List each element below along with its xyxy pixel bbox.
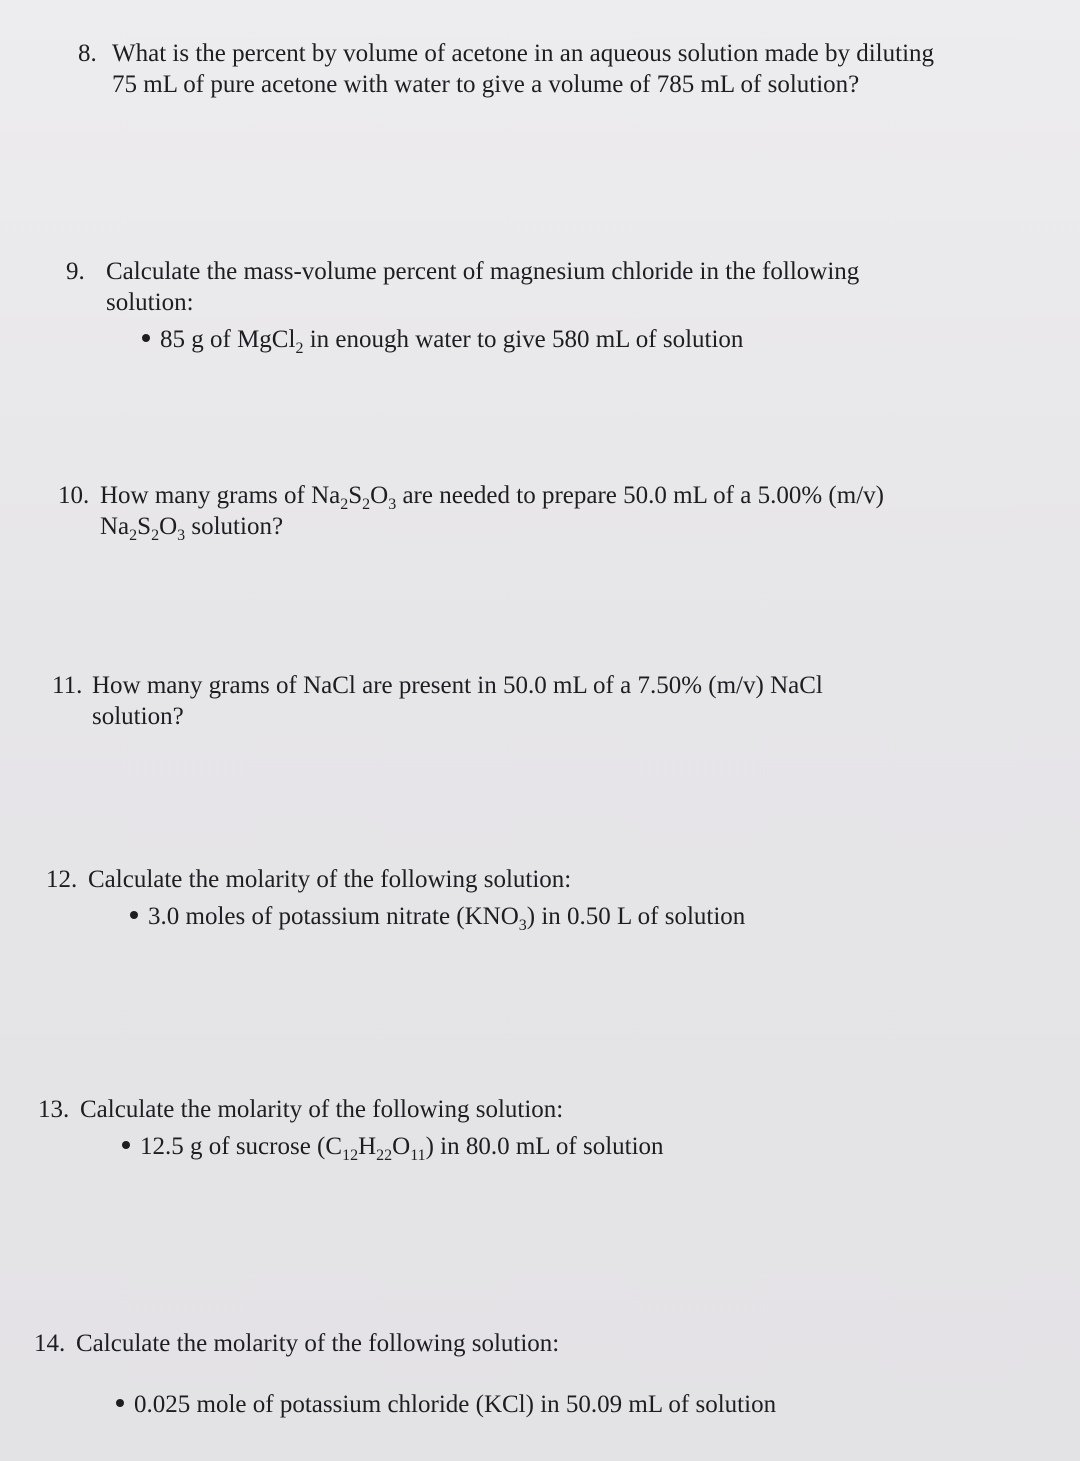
- question-number: 13.: [38, 1096, 70, 1123]
- bullet-item: 12.5 g of sucrose $(C_{12}H_{22}O_{11})$ in 80.0 mL of solution: [38, 1131, 664, 1162]
- question-8: [78, 38, 934, 100]
- question-number: 8.: [78, 40, 97, 67]
- question-9: [66, 256, 859, 355]
- question-text-cont: $Na_2S_2O_3$ solution?: [100, 513, 284, 544]
- question-text: Calculate the molarity of the following solution:: [88, 866, 572, 893]
- question-text: How many grams of $Na_2S_2O_3$ are needed to prepare 50.0 mL of a 5.00% (m/v): [100, 482, 884, 513]
- question-text: Calculate the molarity of the following solution:: [76, 1330, 560, 1357]
- bullet-icon: [116, 1399, 124, 1407]
- question-14: [34, 1328, 776, 1420]
- question-number: 10.: [58, 482, 90, 509]
- question-number: 14.: [34, 1330, 66, 1357]
- question-text-cont: 75 mL of pure acetone with water to give a volume of 785 mL of solution?: [112, 71, 860, 98]
- bullet-icon: [122, 1141, 130, 1149]
- question-number: 12.: [46, 866, 78, 893]
- bullet-icon: [142, 334, 150, 342]
- question-number: 11.: [52, 672, 83, 699]
- question-12: [46, 864, 745, 932]
- question-11: [52, 670, 823, 732]
- question-text: Calculate the molarity of the following solution:: [80, 1096, 564, 1123]
- bullet-item: 3.0 moles of potassium nitrate $(KNO_3)$ in 0.50 L of solution: [46, 901, 745, 932]
- bullet-item: 0.025 mole of potassium chloride (KCl) in 50.09 mL of solution: [34, 1389, 776, 1420]
- bullet-item: 85 g of MgCl$_2$ in enough water to give 580 mL of solution: [66, 324, 859, 355]
- bullet-icon: [130, 911, 138, 919]
- question-10: [58, 480, 884, 542]
- question-text: How many grams of NaCl are present in 50.0 mL of a 7.50% (m/v) NaCl: [92, 672, 823, 699]
- question-number: 9.: [66, 258, 85, 285]
- question-text: Calculate the mass-volume percent of magnesium chloride in the following: [106, 258, 860, 285]
- question-13: [38, 1094, 664, 1162]
- question-text-cont: solution?: [92, 703, 184, 730]
- question-text: What is the percent by volume of acetone in an aqueous solution made by diluting: [112, 40, 935, 67]
- question-text-cont: solution:: [106, 289, 194, 316]
